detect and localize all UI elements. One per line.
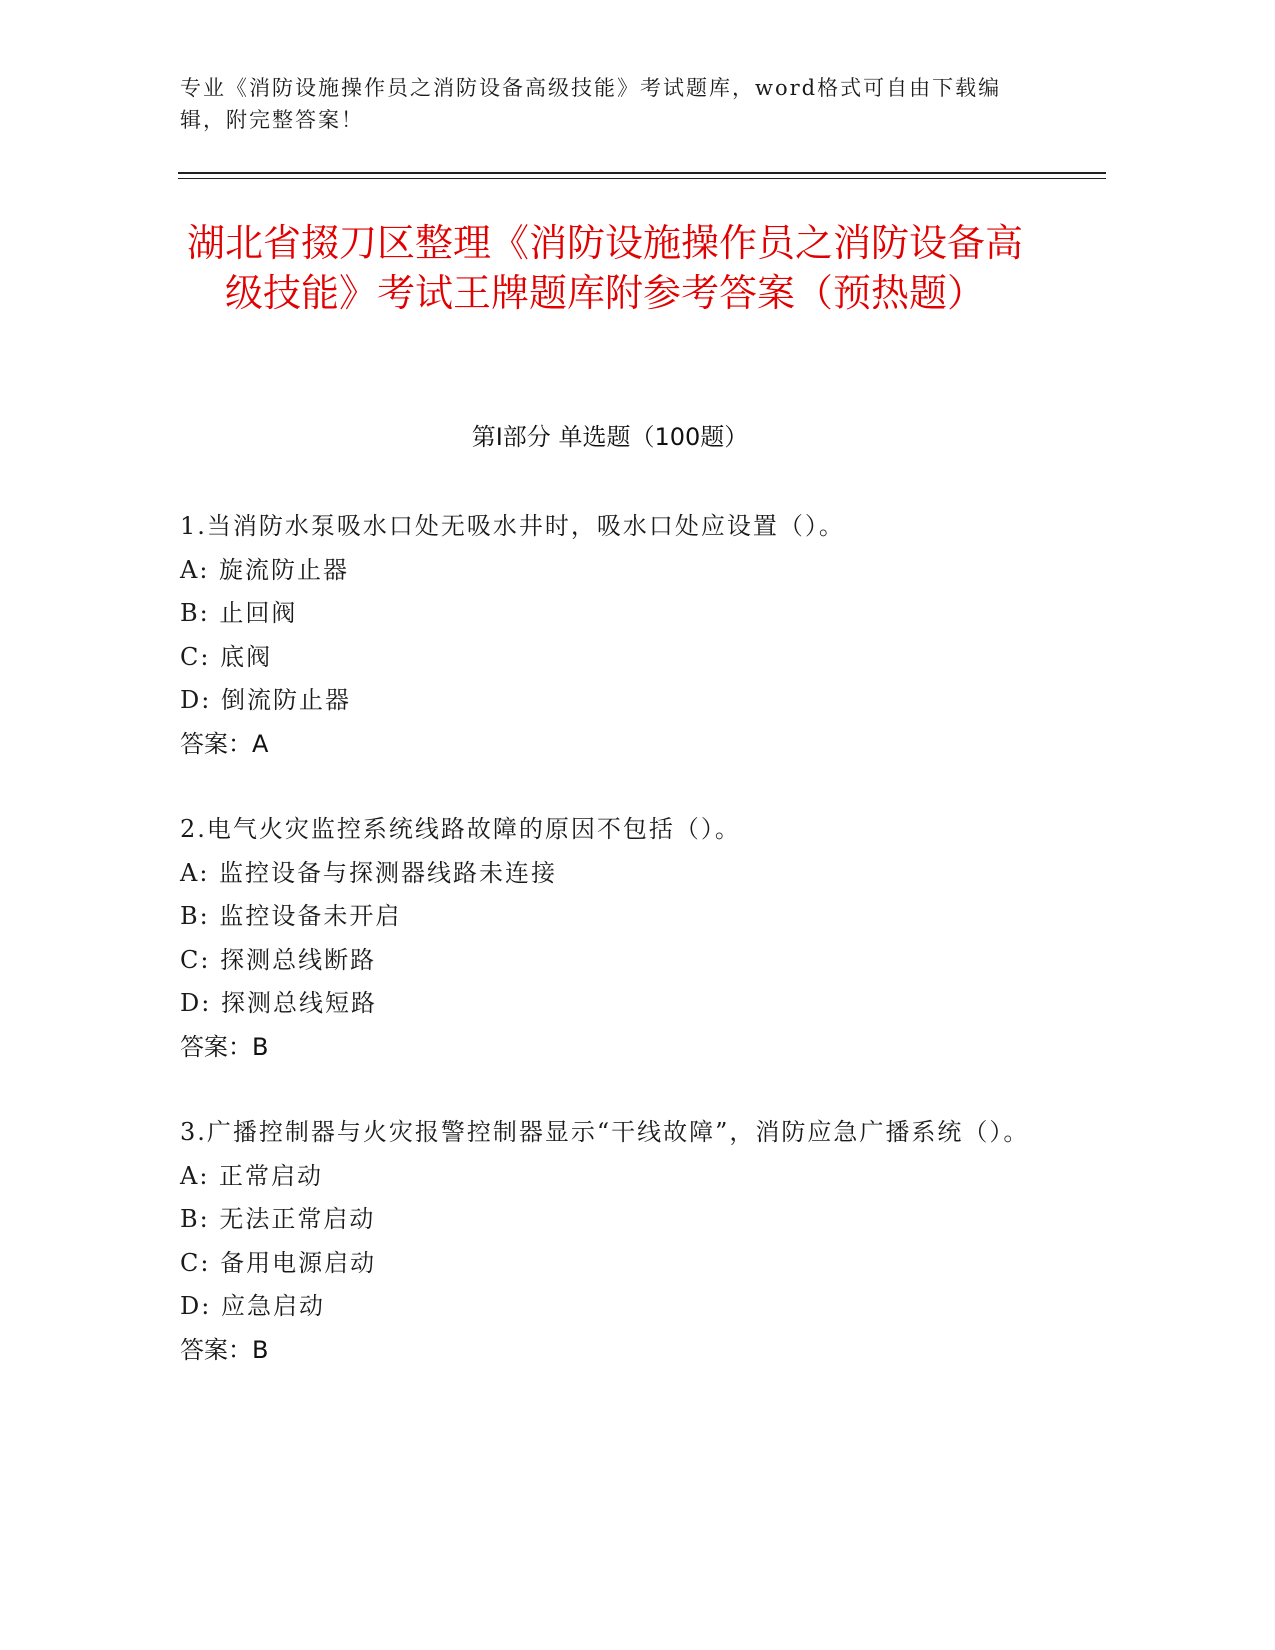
option-b: B: 监控设备未开启 <box>180 902 402 930</box>
answer-line: 答案：B <box>180 1335 269 1364</box>
option-a: A: 监控设备与探测器线路未连接 <box>180 858 558 887</box>
option-c: C: 备用电源启动 <box>180 1248 377 1277</box>
answer-line: 答案：A <box>180 729 269 758</box>
header-divider-thin <box>178 178 1106 179</box>
option-d: D: 探测总线短路 <box>180 989 377 1017</box>
option-b: B: 止回阀 <box>180 599 298 627</box>
section-heading: 第Ⅰ部分 单选题（100题） <box>471 423 749 451</box>
option-d: D: 应急启动 <box>180 1292 325 1320</box>
document-title: 湖北省掇刀区整理《消防设施操作员之消防设备高级技能》考试王牌题库附参考答案（预热题） <box>186 221 1023 315</box>
option-a: A: 旋流防止器 <box>180 555 350 584</box>
option-a: A: 正常启动 <box>180 1161 324 1190</box>
question-2 <box>180 808 1040 1069</box>
question-stem: 3.广播控制器与火灾报警控制器显示“干线故障”，消防应急广播系统（）。 <box>180 1118 1030 1146</box>
question-list <box>180 505 1040 1414</box>
header-note: 专业《消防设施操作员之消防设备高级技能》考试题库，word格式可自由下载编辑，附完整答案！ <box>180 76 1002 132</box>
option-d: D: 倒流防止器 <box>180 686 351 714</box>
option-b: B: 无法正常启动 <box>180 1205 376 1233</box>
question-1 <box>180 505 1040 766</box>
question-stem: 2.电气火灾监控系统线路故障的原因不包括（）。 <box>180 815 741 843</box>
option-c: C: 底阀 <box>180 642 273 671</box>
option-c: C: 探测总线断路 <box>180 945 377 974</box>
header-divider-thick <box>178 172 1106 174</box>
question-3 <box>180 1111 1040 1372</box>
answer-line: 答案：B <box>180 1032 269 1061</box>
question-stem: 1.当消防水泵吸水口处无吸水井时，吸水口处应设置（）。 <box>180 512 845 540</box>
